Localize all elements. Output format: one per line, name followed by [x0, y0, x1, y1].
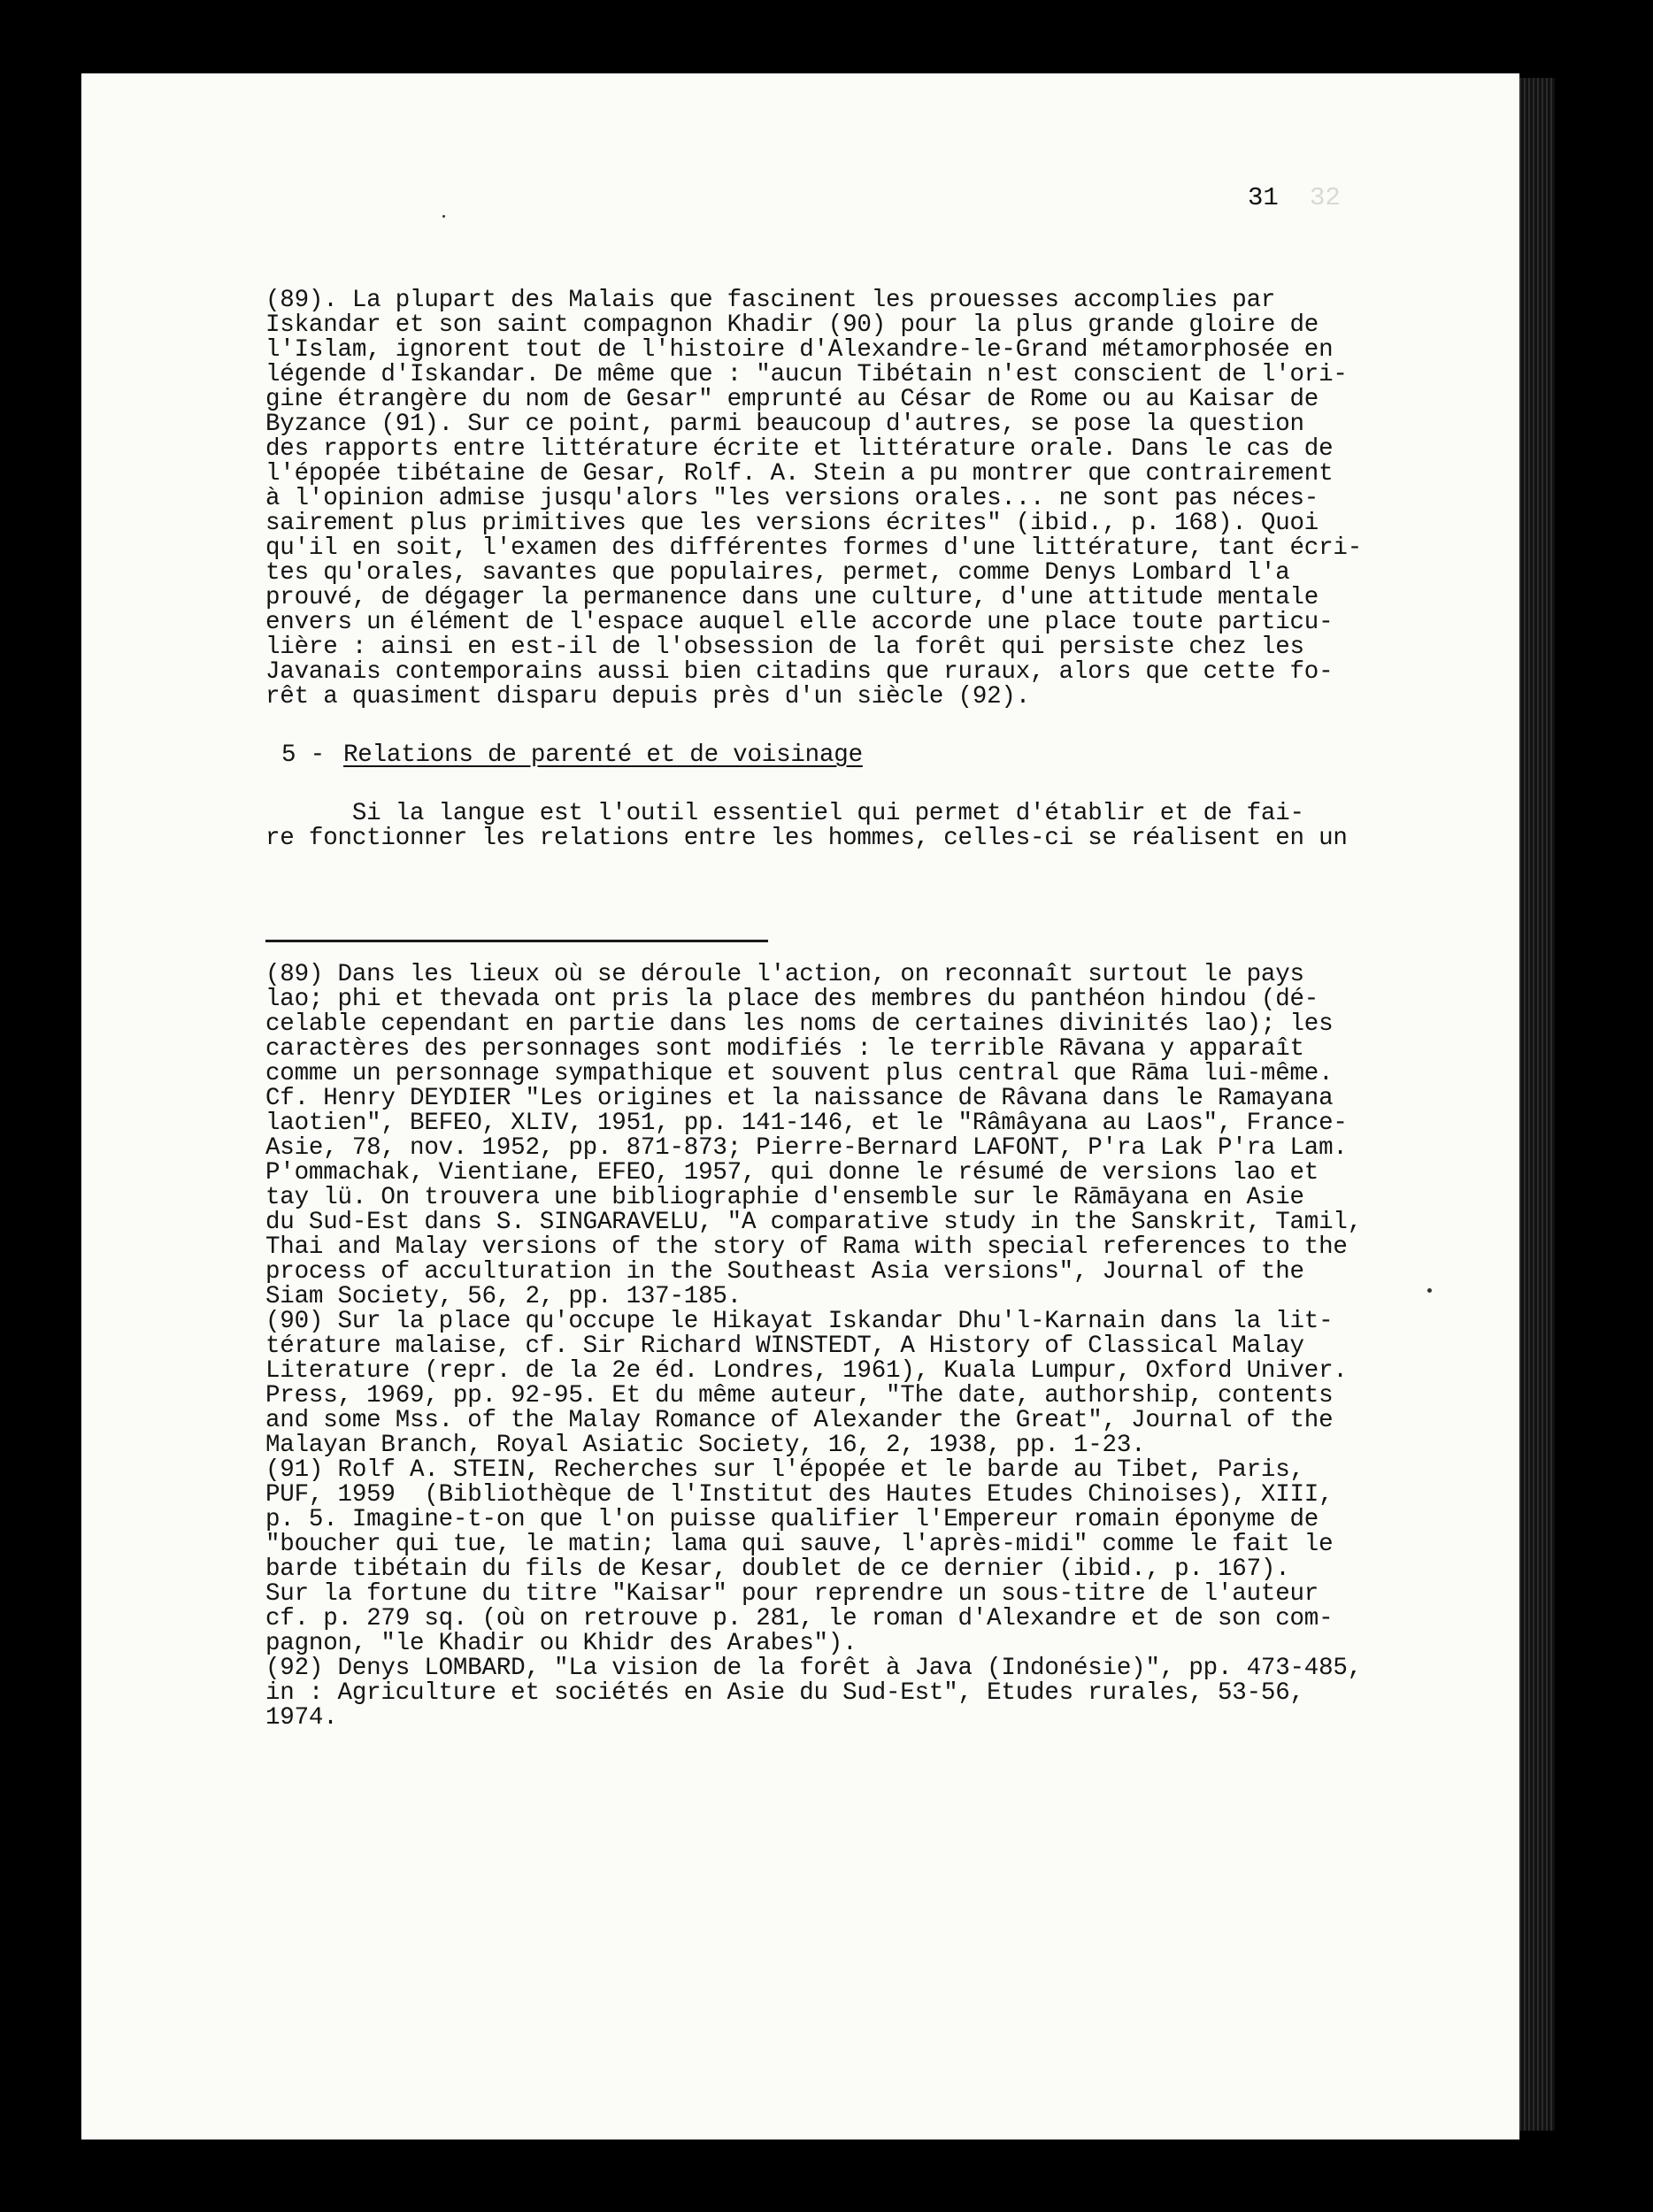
footnote-line: (90) Sur la place qu'occupe le Hikayat Iskandar Dhu'l-Karnain dans la lit-: [265, 1308, 1334, 1335]
footnote-line: PUF, 1959 (Bibliothèque de l'Institut des Hautes Etudes Chinoises), XIII,: [265, 1481, 1334, 1509]
body-line: sairement plus primitives que les versions écrites" (ibid., p. 168). Quoi: [265, 510, 1319, 537]
body-line: Iskandar et son saint compagnon Khadir (90) pour la plus grande gloire de: [265, 311, 1319, 339]
footnote-line: Thai and Malay versions of the story of Rama with special references to the: [265, 1233, 1348, 1261]
footnote-line: P'ommachak, Vientiane, EFEO, 1957, qui donne le résumé de versions lao et: [265, 1159, 1319, 1187]
body-line: à l'opinion admise jusqu'alors "les versions orales... ne sont pas néces-: [265, 485, 1319, 512]
footnote-line: Asie, 78, nov. 1952, pp. 871-873; Pierre-Bernard LAFONT, P'ra Lak P'ra Lam.: [265, 1134, 1348, 1162]
body-line: légende d'Iskandar. De même que : "aucun Tibétain n'est conscient de l'ori-: [265, 361, 1348, 388]
body-line: Byzance (91). Sur ce point, parmi beaucoup d'autres, se pose la question: [265, 411, 1304, 438]
footnote-line: (92) Denys LOMBARD, "La vision de la forêt à Java (Indonésie)", pp. 473-485,: [265, 1655, 1363, 1682]
section-line: re fonctionner les relations entre les hommes, celles-ci se réalisent en un: [265, 825, 1348, 852]
scan-speck: [1427, 1288, 1432, 1293]
section-line: Si la langue est l'outil essentiel qui permet d'établir et de fai-: [265, 800, 1304, 827]
footnote-line: Press, 1969, pp. 92-95. Et du même auteur, "The date, authorship, contents: [265, 1382, 1334, 1409]
body-line: prouvé, de dégager la permanence dans une culture, d'une attitude mentale: [265, 584, 1319, 611]
footnote-line: barde tibétain du fils de Kesar, doublet de ce dernier (ibid., p. 167).: [265, 1555, 1290, 1583]
body-line: envers un élément de l'espace auquel elle accorde une place toute particu-: [265, 609, 1334, 636]
section-number: 5 -: [281, 741, 325, 769]
footnote-line: (89) Dans les lieux où se déroule l'action, on reconnaît surtout le pays: [265, 961, 1304, 988]
footnote-line: process of acculturation in the Southeast Asia versions", Journal of the: [265, 1258, 1304, 1286]
footnote-separator-rule: [265, 940, 768, 942]
footnote-line: caractères des personnages sont modifiés : le terrible Rāvana y apparaît: [265, 1035, 1304, 1063]
body-line: l'Islam, ignorent tout de l'histoire d'Alexandre-le-Grand métamorphosée en: [265, 336, 1334, 364]
footnote-line: Literature (repr. de la 2e éd. Londres, 1961), Kuala Lumpur, Oxford Univer.: [265, 1357, 1348, 1385]
footnote-line: lao; phi et thevada ont pris la place des membres du panthéon hindou (dé-: [265, 986, 1319, 1013]
footnote-line: in : Agriculture et sociétés en Asie du Sud-Est", Etudes rurales, 53-56,: [265, 1679, 1304, 1707]
footnote-line: comme un personnage sympathique et souvent plus central que Rāma lui-même.: [265, 1060, 1334, 1087]
body-line: rêt a quasiment disparu depuis près d'un siècle (92).: [265, 683, 1031, 710]
body-line: Javanais contemporains aussi bien citadins que ruraux, alors que cette fo-: [265, 658, 1334, 686]
footnote-line: pagnon, "le Khadir ou Khidr des Arabes").: [265, 1630, 857, 1657]
footnote-line: tay lü. On trouvera une bibliographie d'ensemble sur le Rāmāyana en Asie: [265, 1184, 1304, 1211]
scan-speck: [442, 215, 445, 218]
body-line: des rapports entre littérature écrite et littérature orale. Dans le cas de: [265, 435, 1334, 463]
body-line: gine étrangère du nom de Gesar" emprunté au César de Rome ou au Kaisar de: [265, 386, 1319, 413]
footnote-line: Siam Society, 56, 2, pp. 137-185.: [265, 1283, 742, 1310]
footnote-line: celable cependant en partie dans les noms de certaines divinités lao); les: [265, 1010, 1334, 1038]
body-line: lière : ainsi en est-il de l'obsession de la forêt qui persiste chez les: [265, 634, 1304, 661]
body-line: tes qu'orales, savantes que populaires, permet, comme Denys Lombard l'a: [265, 559, 1290, 587]
footnote-line: (91) Rolf A. STEIN, Recherches sur l'épopée et le barde au Tibet, Paris,: [265, 1456, 1304, 1484]
footnote-line: p. 5. Imagine-t-on que l'on puisse qualifier l'Empereur romain éponyme de: [265, 1506, 1319, 1533]
body-line: l'épopée tibétaine de Gesar, Rolf. A. Stein a pu montrer que contrairement: [265, 460, 1334, 488]
footnote-line: Cf. Henry DEYDIER "Les origines et la naissance de Râvana dans le Ramayana: [265, 1085, 1334, 1112]
page-number: 31: [1248, 183, 1279, 212]
footnote-line: Malayan Branch, Royal Asiatic Society, 16, 2, 1938, pp. 1-23.: [265, 1432, 1146, 1459]
body-line: qu'il en soit, l'examen des différentes formes d'une littérature, tant écri-: [265, 534, 1363, 562]
footnote-line: laotien", BEFEO, XLIV, 1951, pp. 141-146, et le "Râmâyana au Laos", France-: [265, 1110, 1348, 1137]
page-stack-edge: [1519, 78, 1555, 2131]
footnote-line: 1974.: [265, 1704, 338, 1732]
footnote-line: "boucher qui tue, le matin; lama qui sauve, l'après-midi" comme le fait le: [265, 1531, 1334, 1558]
footnote-line: du Sud-Est dans S. SINGARAVELU, "A comparative study in the Sanskrit, Tamil,: [265, 1209, 1363, 1236]
footnote-line: térature malaise, cf. Sir Richard WINSTEDT, A History of Classical Malay: [265, 1333, 1304, 1360]
footnote-line: Sur la fortune du titre "Kaisar" pour reprendre un sous-titre de l'auteur: [265, 1580, 1319, 1608]
footnote-line: and some Mss. of the Malay Romance of Alexander the Great", Journal of the: [265, 1407, 1334, 1434]
bleed-through-page-number: 32: [1310, 183, 1341, 212]
body-line: (89). La plupart des Malais que fascinent les prouesses accomplies par: [265, 287, 1276, 314]
section-title: Relations de parenté et de voisinage: [343, 741, 863, 769]
footnote-line: cf. p. 279 sq. (où on retrouve p. 281, le roman d'Alexandre et de son com-: [265, 1605, 1334, 1632]
